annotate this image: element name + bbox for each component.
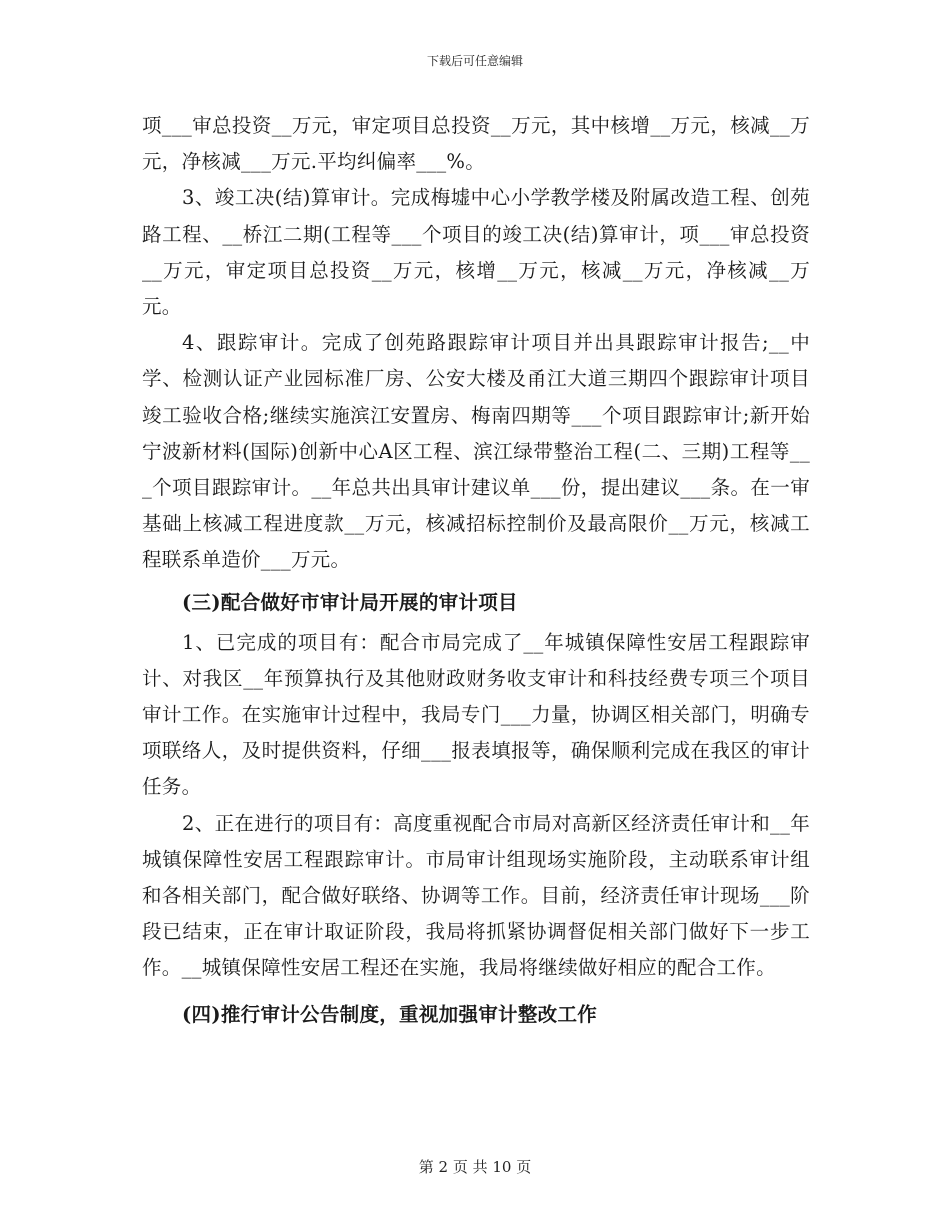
- section-heading-4: (四)推行审计公告制度，重视加强审计整改工作: [182, 1002, 598, 1026]
- page-header: 下载后可任意编辑: [426, 54, 523, 68]
- document-body: [142, 108, 810, 1037]
- paragraph-tracking-audit: 4、跟踪审计。完成了创苑路跟踪审计项目并出具跟踪审计报告;__中学、检测认证产业园标准厂房、公安大楼及甬江大道三期四个跟踪审计项目竣工验收合格;继续实施滨江安置房、梅南四期等___个项目跟踪审计;新开始宁波新材料(国际)创新中心A区工程、滨江绿带整治工程(二、三期)工程等___个项目跟踪审计。__年总共出具审计建议单___份，提出建议___条。在一审基础上核减工程进度款__万元，核减招标控制价及最高限价__万元，核减工程联系单造价___万元。: [142, 331, 810, 572]
- paragraph-ongoing-projects: 2、正在进行的项目有：高度重视配合市局对高新区经济责任审计和__年城镇保障性安居工程跟踪审计。市局审计组现场实施阶段，主动联系审计组和各相关部门，配合做好联络、协调等工作。目前，经济责任审计现场___阶段已结束，正在审计取证阶段，我局将抓紧协调督促相关部门做好下一步工作。__城镇保障性安居工程还在实施，我局将继续做好相应的配合工作。: [142, 811, 810, 980]
- paragraph-final-account-audit: 3、竣工决(结)算审计。完成梅墟中心小学教学楼及附属改造工程、创苑路工程、__桥江二期(工程等___个项目的竣工决(结)算审计，项___审总投资__万元，审定项目总投资__万元，核增__万元，核减__万元，净核减__万元。: [142, 186, 810, 319]
- section-heading-3: (三)配合做好市审计局开展的审计项目: [182, 590, 518, 614]
- page-number: 第 2 页 共 10 页: [418, 1158, 532, 1176]
- paragraph-continued: 项___审总投资__万元，审定项目总投资__万元，其中核增__万元，核减__万元，净核减___万元.平均纠偏率___%。: [142, 114, 810, 174]
- paragraph-completed-projects: 1、已完成的项目有：配合市局完成了__年城镇保障性安居工程跟踪审计、对我区__年预算执行及其他财政财务收支审计和科技经费专项三个项目审计工作。在实施审计过程中，我局专门___力量，协调区相关部门，明确专项联络人，及时提供资料，仔细___报表填报等，确保顺利完成在我区的审计任务。: [142, 630, 810, 799]
